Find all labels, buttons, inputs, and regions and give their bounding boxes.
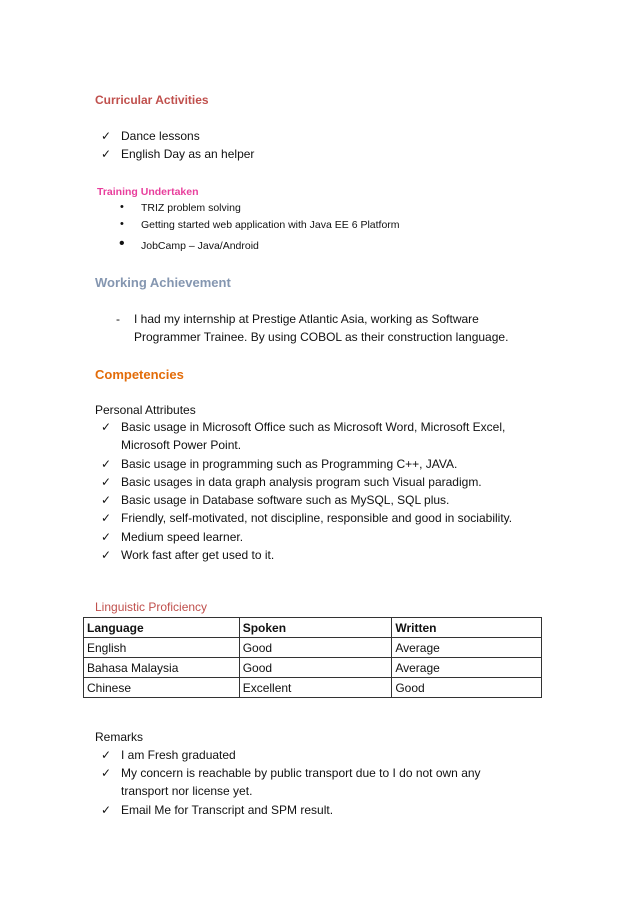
remark-item: transport nor license yet. — [121, 784, 253, 798]
checkmark-icon: ✓ — [101, 803, 112, 817]
competency-item: Basic usages in data graph analysis program such Visual paradigm. — [121, 475, 482, 489]
competency-item: Microsoft Power Point. — [121, 438, 242, 452]
competencies-heading: Competencies — [95, 367, 184, 382]
competency-item: Friendly, self-motivated, not discipline, responsible and good in sociability. — [121, 511, 513, 525]
checkmark-icon: ✓ — [101, 457, 112, 471]
column-header: Written — [392, 618, 542, 638]
training-item: Getting started web application with Java EE 6 Platform — [141, 219, 400, 231]
table-cell: Bahasa Malaysia — [84, 658, 240, 678]
competency-item: Medium speed learner. — [121, 530, 244, 544]
training-heading: Training Undertaken — [97, 186, 199, 198]
remarks-heading: Remarks — [95, 730, 144, 744]
training-item: JobCamp – Java/Android — [141, 240, 259, 252]
table-cell: Chinese — [84, 678, 240, 698]
linguistic-heading: Linguistic Proficiency — [95, 600, 208, 614]
training-item: TRIZ problem solving — [141, 202, 241, 214]
column-header: Spoken — [239, 618, 392, 638]
competency-item: Work fast after get used to it. — [121, 548, 275, 562]
checkmark-icon: ✓ — [101, 147, 112, 161]
remark-item: Email Me for Transcript and SPM result. — [121, 803, 334, 817]
dash-marker: - — [116, 312, 120, 326]
personal-attributes-label: Personal Attributes — [95, 403, 196, 417]
checkmark-icon: ✓ — [101, 475, 112, 489]
achievement-line: Programmer Trainee. By using COBOL as their construction language. — [134, 330, 509, 344]
remark-item: My concern is reachable by public transport due to I do not own any — [121, 766, 481, 780]
checkmark-icon: ✓ — [101, 548, 112, 562]
curricular-heading: Curricular Activities — [95, 93, 209, 107]
competency-item: Basic usage in Microsoft Office such as Microsoft Word, Microsoft Excel, — [121, 420, 506, 434]
table-row — [84, 658, 542, 678]
table-cell: Average — [392, 658, 542, 678]
table-cell: Good — [239, 638, 392, 658]
table-row — [84, 638, 542, 658]
achievement-line: I had my internship at Prestige Atlantic Asia, working as Software — [134, 312, 479, 326]
achievement-heading: Working Achievement — [95, 275, 231, 290]
checkmark-icon: ✓ — [101, 493, 112, 507]
checkmark-icon: ✓ — [101, 766, 112, 780]
checkmark-icon: ✓ — [101, 129, 112, 143]
table-cell: Average — [392, 638, 542, 658]
competency-item: Basic usage in Database software such as MySQL, SQL plus. — [121, 493, 450, 507]
checkmark-icon: ✓ — [101, 420, 112, 434]
remark-item: I am Fresh graduated — [121, 748, 236, 762]
column-header: Language — [84, 618, 240, 638]
curricular-item: Dance lessons — [121, 129, 200, 143]
bullet-icon: • — [120, 218, 124, 230]
table-row — [84, 678, 542, 698]
table-cell: Good — [239, 658, 392, 678]
competency-item: Basic usage in programming such as Programming C++, JAVA. — [121, 457, 458, 471]
bullet-icon: • — [120, 201, 124, 213]
table-cell: English — [84, 638, 240, 658]
table-cell: Excellent — [239, 678, 392, 698]
checkmark-icon: ✓ — [101, 530, 112, 544]
bullet-icon: • — [119, 235, 125, 252]
table-cell: Good — [392, 678, 542, 698]
checkmark-icon: ✓ — [101, 511, 112, 525]
table-header-row — [84, 618, 542, 638]
curricular-item: English Day as an helper — [121, 147, 255, 161]
linguistic-table — [83, 617, 542, 698]
checkmark-icon: ✓ — [101, 748, 112, 762]
